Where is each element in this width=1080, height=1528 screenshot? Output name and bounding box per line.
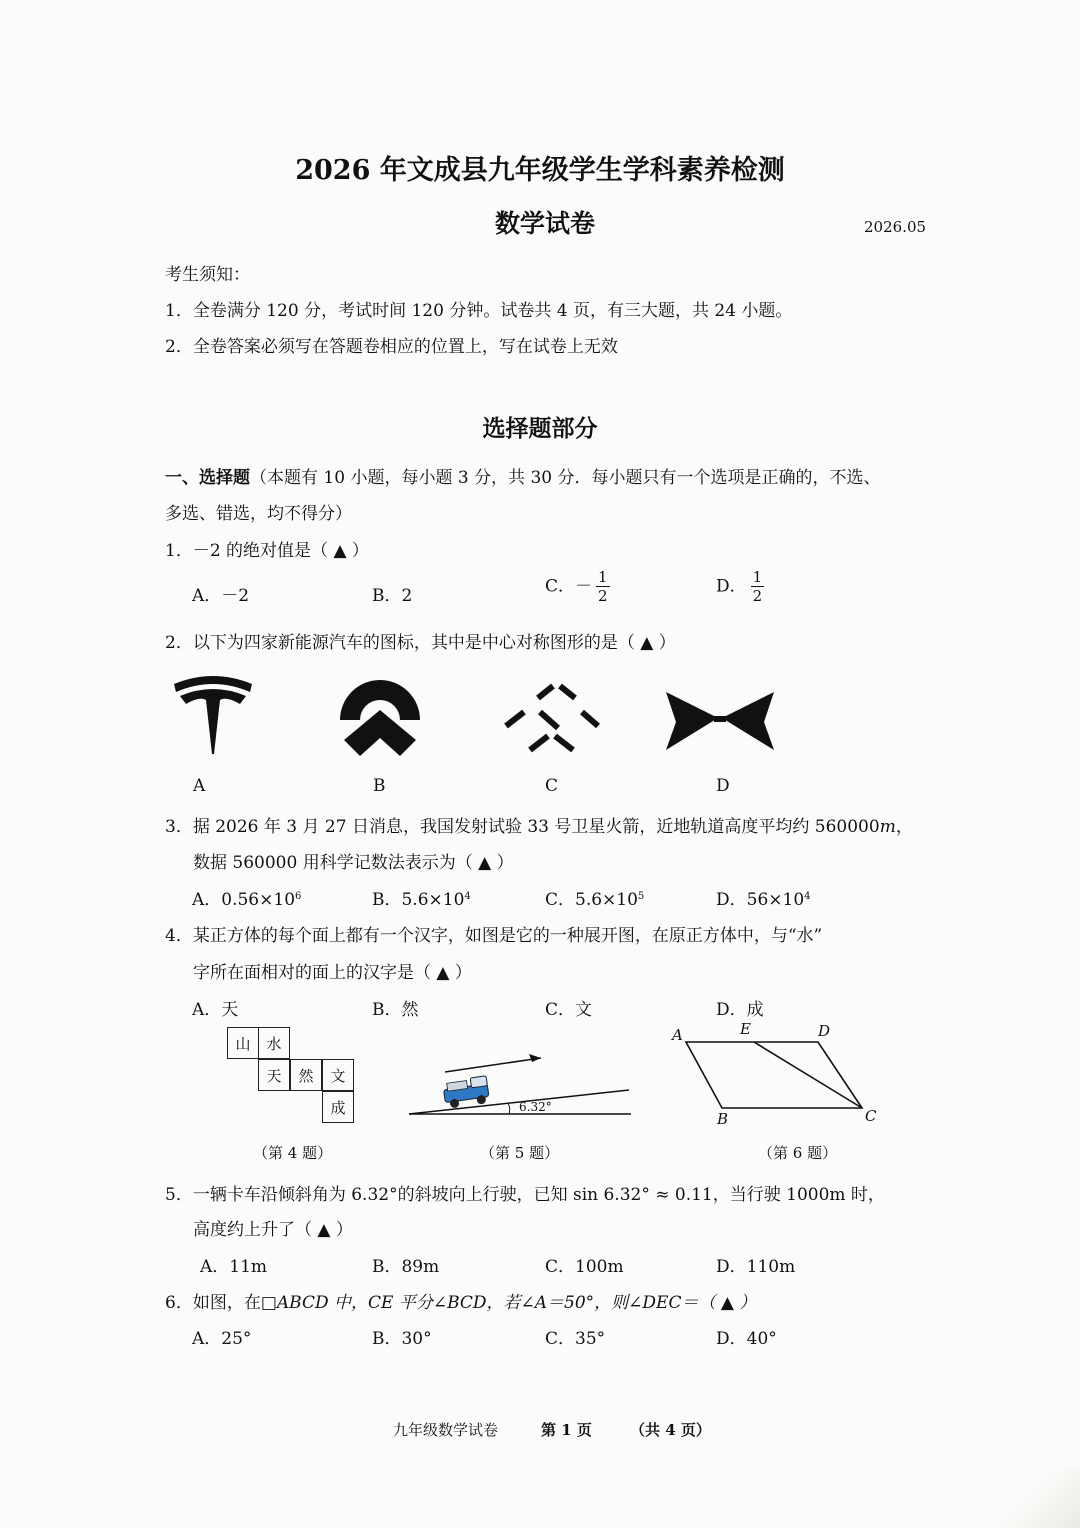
q1-option-d-fraction: [751, 570, 765, 604]
page-corner-shadow: [1000, 1468, 1080, 1528]
q3-stem-2: 数据 560000 用科学记数法表示为（ ▲ ）: [193, 853, 514, 873]
q1-option-c-label: C．: [545, 576, 576, 597]
fig5-caption: （第 5 题）: [480, 1144, 560, 1162]
q1-option-c: [545, 570, 610, 604]
q1-option-d: [716, 570, 764, 604]
q5-option-a: A．11m: [200, 1257, 268, 1277]
exam-date: 2026.05: [864, 218, 927, 236]
q5-option-c: C．100m: [545, 1257, 624, 1277]
q2-label-c: C: [545, 776, 559, 796]
part1-intro: [165, 463, 881, 488]
q6-option-a: A．25°: [192, 1329, 252, 1349]
q2-label-d: D: [716, 776, 730, 796]
q2-label-b: B: [373, 776, 386, 796]
q6-option-b: B．30°: [372, 1329, 432, 1349]
q1-option-c-fraction: [596, 570, 610, 604]
point-b-label: B: [717, 1110, 729, 1128]
truck-icon: [440, 1072, 502, 1110]
q3-stem-end: ，: [895, 817, 913, 837]
q4-option-d: D．成: [716, 1000, 764, 1020]
q3-a-exp: 6: [295, 891, 302, 902]
q5-option-b: B．89m: [372, 1257, 440, 1277]
q3-option-b: [372, 885, 471, 910]
exam-subtitle: 数学试卷: [494, 209, 595, 238]
net-cell-cheng: 成: [322, 1091, 354, 1123]
net-cell-wen: 文: [322, 1059, 354, 1091]
point-e-label: E: [740, 1020, 751, 1038]
fig4-caption: （第 4 题）: [253, 1144, 333, 1162]
q1-d-denominator: 2: [752, 587, 763, 605]
q6-stem: [165, 1288, 756, 1313]
q3-option-a: [192, 885, 301, 910]
q6-stem-pre: 6．如图，在: [165, 1293, 261, 1313]
q3-stem-1: [165, 812, 913, 837]
lixiang-logo-icon: [664, 688, 776, 754]
q4-stem-1: 4．某正方体的每个面上都有一个汉字，如图是它的一种展开图，在原正方体中，与“水”: [165, 926, 823, 946]
q3-option-d: [716, 885, 811, 910]
part1-desc-2: 多选、错选，均不得分）: [165, 504, 352, 524]
notice-item-2: 2．全卷答案必须写在答题卷相应的位置上，写在试卷上无效: [165, 337, 618, 357]
net-cell-shan: 山: [227, 1027, 259, 1059]
q1-stem: 1．－2 的绝对值是（ ▲ ）: [165, 541, 369, 561]
q3-d-base: D．56×10: [716, 890, 805, 910]
q1-d-numerator: 1: [752, 568, 763, 586]
q3-unit: m: [879, 817, 896, 837]
q6-option-d: D．40°: [716, 1329, 777, 1349]
q1-c-denominator: 2: [598, 587, 608, 605]
notice-heading: 考生须知：: [165, 265, 250, 285]
notice-item-1: 1．全卷满分 120 分，考试时间 120 分钟。试卷共 4 页，有三大题，共 24 小题。: [165, 301, 793, 321]
q3-b-base: B．5.6×10: [372, 890, 465, 910]
q3-a-base: A．0.56×10: [192, 890, 296, 910]
point-c-label: C: [865, 1107, 877, 1125]
q4-stem-2: 字所在面相对的面上的汉字是（ ▲ ）: [193, 963, 472, 983]
exam-title: 2026 年文成县九年级学生学科素养检测: [295, 155, 785, 186]
q5-option-d: D．110m: [716, 1257, 796, 1277]
q4-option-a: A．天: [192, 1000, 239, 1020]
footer-subject: 九年级数学试卷: [393, 1421, 499, 1439]
fig6-caption: （第 6 题）: [758, 1144, 838, 1162]
nio-logo-icon: [336, 676, 424, 758]
q3-stem-text: 3．据 2026 年 3 月 27 日消息，我国发射试验 33 号卫星火箭，近地轨道高度平均约 560000: [165, 817, 880, 837]
part1-desc: （本题有 10 小题，每小题 3 分，共 30 分．每小题只有一个选项是正确的，不选、: [250, 468, 881, 488]
q4-option-b: B．然: [372, 1000, 419, 1020]
q6-option-c: C．35°: [545, 1329, 606, 1349]
xpeng-logo-icon: [500, 682, 600, 754]
q1-c-numerator: 1: [598, 568, 608, 586]
q1-option-b: B．2: [372, 586, 413, 606]
parallelogram-figure: [680, 1036, 870, 1116]
q1-option-c-sign: －: [575, 576, 593, 597]
q5-stem-1: 5．一辆卡车沿倾斜角为 6.32°的斜坡向上行驶，已知 sin 6.32° ≈ 0.11，当行驶 1000m 时，: [165, 1185, 885, 1205]
footer-page: 第 1 页: [541, 1421, 592, 1439]
q3-c-base: C．5.6×10: [545, 890, 638, 910]
q3-c-exp: 5: [637, 891, 645, 902]
q2-label-a: A: [193, 776, 206, 796]
point-d-label: D: [818, 1022, 831, 1040]
net-cell-tian: 天: [258, 1059, 290, 1091]
q1-option-a: A．－2: [192, 586, 250, 606]
q6-stem-main: □ABCD 中，CE 平分∠BCD，若∠A＝50°，则∠DEC＝（ ▲ ）: [260, 1293, 757, 1313]
angle-label: 6.32°: [519, 1100, 552, 1114]
tesla-logo-icon: [170, 670, 256, 756]
part1-label: 一、选择题: [165, 468, 250, 488]
q3-option-c: [545, 885, 644, 910]
q2-stem: 2．以下为四家新能源汽车的图标，其中是中心对称图形的是（ ▲ ）: [165, 633, 676, 653]
q5-stem-2: 高度约上升了（ ▲ ）: [193, 1220, 353, 1240]
q1-option-d-label: D．: [716, 576, 747, 597]
q3-d-exp: 4: [804, 891, 811, 902]
q4-option-c: C．文: [545, 1000, 593, 1020]
q3-b-exp: 4: [464, 891, 471, 902]
point-a-label: A: [672, 1026, 683, 1044]
net-cell-shui: 水: [258, 1027, 290, 1059]
footer-total: （共 4 页）: [630, 1421, 711, 1439]
net-cell-ran: 然: [290, 1059, 322, 1091]
section-title: 选择题部分: [482, 415, 598, 442]
